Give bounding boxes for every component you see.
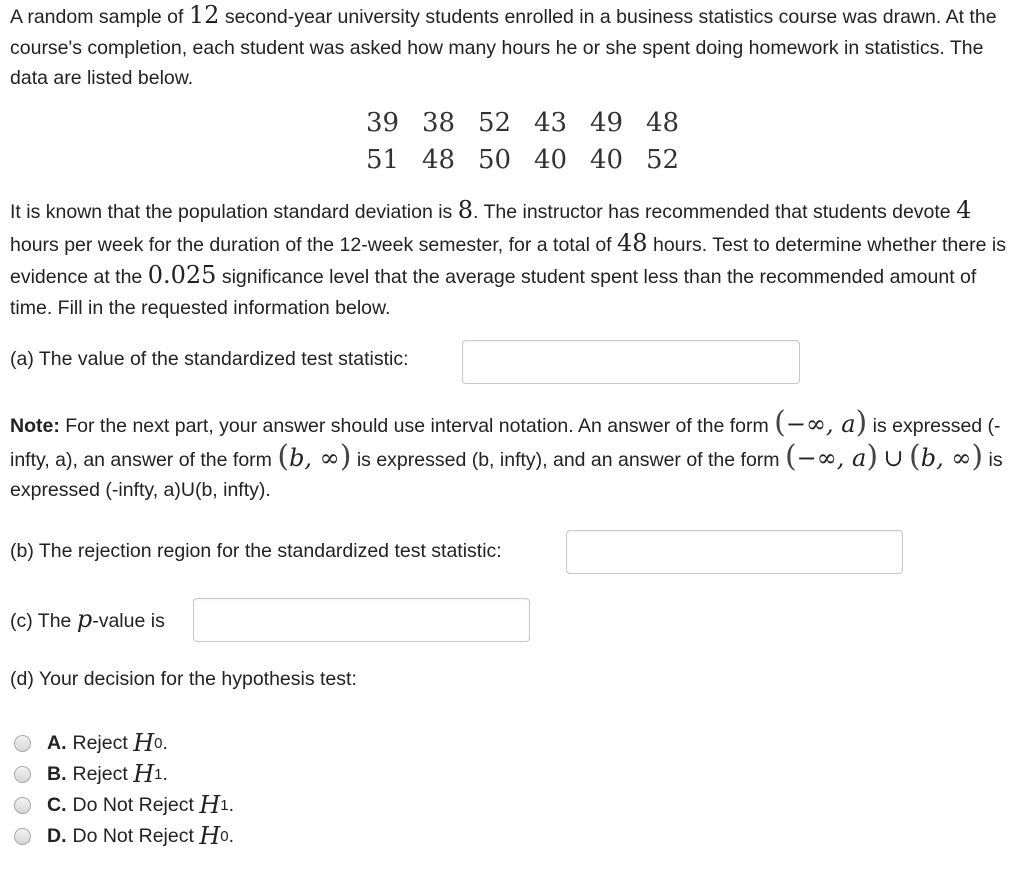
part-c-text-1: (c) The bbox=[10, 610, 72, 632]
total-hours-value: 48 bbox=[617, 228, 648, 257]
note-paragraph bbox=[10, 405, 1016, 506]
data-row-2 bbox=[366, 145, 702, 182]
note-text-2: is expressed (-infty, a), an answer of the form bbox=[10, 415, 1001, 471]
option-period: . bbox=[162, 762, 168, 785]
test-statistic-input[interactable] bbox=[462, 340, 800, 384]
note-label: Note: bbox=[10, 415, 60, 437]
note-text-4: is expressed (-infty, a)U(b, infty). bbox=[10, 448, 1003, 501]
p-symbol: p bbox=[76, 605, 93, 633]
open-paren: ( bbox=[784, 438, 797, 474]
intro-text-1: A random sample of bbox=[10, 6, 184, 28]
interval-form-2: b, ∞ bbox=[289, 443, 340, 472]
interval-form-3a: −∞, a bbox=[796, 443, 867, 472]
data-cell: 38 bbox=[422, 108, 456, 138]
data-row-1 bbox=[366, 108, 702, 145]
note-text-3: is expressed (b, infty), and an answer of the form bbox=[356, 448, 780, 471]
interval-form-1: −∞, a bbox=[785, 410, 856, 438]
radio-button-a[interactable] bbox=[14, 735, 31, 752]
problem-text-5: significance level that the average student spent less than the recommended amount of time. Fill in the requested information below. bbox=[10, 266, 977, 319]
sample-size-value: 12 bbox=[188, 1, 220, 29]
data-cell: 49 bbox=[590, 108, 624, 138]
data-cell: 43 bbox=[534, 108, 568, 138]
note-text-1: For the next part, your answer should use interval notation. An answer of the form bbox=[65, 415, 769, 437]
open-paren: ( bbox=[774, 405, 786, 440]
option-d[interactable] bbox=[14, 821, 234, 851]
data-cell: 52 bbox=[646, 145, 680, 175]
union-symbol: ∪ bbox=[883, 443, 904, 472]
intro-text-2: second-year university students enrolled in a business statistics course was drawn. At the course's completion, each student was asked how many hours he or she spent doing homework in statistics. The data are listed below. bbox=[10, 6, 997, 89]
option-text: Do Not Reject bbox=[72, 824, 194, 847]
part-a-label: (a) The value of the standardized test statistic: bbox=[10, 348, 409, 370]
hypothesis-subscript: 0 bbox=[154, 734, 163, 752]
data-cell: 39 bbox=[366, 108, 400, 138]
interval-form-3b: b, ∞ bbox=[920, 443, 972, 472]
hours-value: 4 bbox=[956, 196, 972, 224]
alpha-value: 0.025 bbox=[147, 261, 217, 289]
open-paren: ( bbox=[909, 438, 921, 474]
option-period: . bbox=[228, 793, 235, 816]
hypothesis-subscript: 1 bbox=[220, 796, 229, 814]
data-cell: 52 bbox=[478, 108, 512, 138]
option-letter: D. bbox=[47, 824, 67, 847]
radio-button-b[interactable] bbox=[14, 766, 31, 783]
hypothesis-symbol: H bbox=[199, 822, 221, 850]
data-table bbox=[366, 108, 702, 182]
part-c-label bbox=[10, 605, 165, 633]
problem-paragraph bbox=[10, 195, 1016, 323]
hypothesis-symbol: H bbox=[199, 791, 221, 819]
option-a[interactable] bbox=[14, 728, 168, 758]
problem-text-2: . The instructor has recommended that students devote bbox=[473, 201, 951, 223]
radio-button-c[interactable] bbox=[14, 797, 31, 814]
option-b[interactable] bbox=[14, 759, 168, 789]
part-b-label: (b) The rejection region for the standardized test statistic: bbox=[10, 540, 502, 562]
hypothesis-subscript: 1 bbox=[154, 765, 163, 783]
option-letter: A. bbox=[47, 731, 67, 754]
open-paren: ( bbox=[277, 438, 290, 474]
part-c-text-2: -value is bbox=[92, 610, 165, 632]
hypothesis-symbol: H bbox=[133, 760, 155, 788]
option-period: . bbox=[162, 731, 168, 754]
rejection-region-input[interactable] bbox=[566, 530, 903, 574]
data-cell: 48 bbox=[422, 145, 456, 175]
close-paren: ) bbox=[339, 438, 352, 474]
data-cell: 51 bbox=[366, 145, 400, 175]
data-cell: 40 bbox=[590, 145, 624, 175]
option-text: Reject bbox=[72, 762, 128, 785]
data-cell: 50 bbox=[478, 145, 512, 175]
intro-paragraph bbox=[10, 0, 1016, 94]
option-letter: C. bbox=[47, 793, 67, 816]
data-cell: 48 bbox=[646, 108, 680, 138]
option-c[interactable] bbox=[14, 790, 234, 820]
option-text: Do Not Reject bbox=[72, 793, 194, 816]
close-paren: ) bbox=[971, 438, 984, 474]
option-text: Reject bbox=[72, 731, 128, 754]
sigma-value: 8 bbox=[457, 196, 473, 224]
hypothesis-symbol: H bbox=[133, 729, 155, 757]
p-value-input[interactable] bbox=[193, 598, 530, 642]
problem-text-4: hours. Test to determine whether there is evidence at the bbox=[10, 233, 1006, 288]
data-cell: 40 bbox=[534, 145, 568, 175]
part-d-label: (d) Your decision for the hypothesis test: bbox=[10, 668, 357, 690]
close-paren: ) bbox=[855, 405, 868, 440]
option-letter: B. bbox=[47, 762, 67, 785]
problem-text-1: It is known that the population standard deviation is bbox=[10, 201, 453, 223]
option-period: . bbox=[228, 824, 235, 847]
hypothesis-subscript: 0 bbox=[220, 827, 229, 845]
problem-text-3: hours per week for the duration of the 12-week semester, for a total of bbox=[10, 233, 612, 256]
radio-button-d[interactable] bbox=[14, 828, 31, 845]
close-paren: ) bbox=[866, 438, 879, 474]
